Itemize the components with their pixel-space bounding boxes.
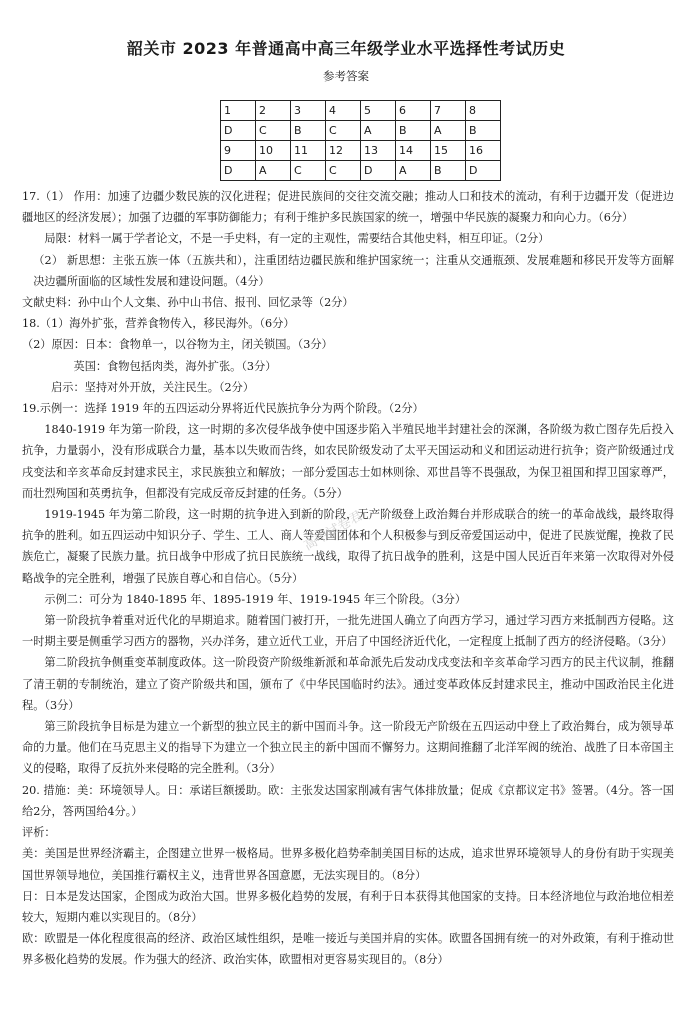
question-number-cell: 10 [256,141,291,161]
answer-paragraph: 1919-1945 年为第二阶段，这一时期的抗争进入到新的阶段，无产阶级登上政治舞台并形成联合的统一的革命战线，最终取得抗争的胜利。如五四运动中知识分子、学生、工人、商人等爱国团体和个人积极参与到反帝爱国运动中，促进了民族觉醒，挽救了民族危亡，凝聚了民族力量。抗日战争中形成了抗日民族统一战线，取得了抗日战争的胜利，这是中国人民近百年来第一次取得对外侵略战争的完全胜利，增强了民族自尊心和自信心。（5分） [22,508,674,585]
question-number-cell: 15 [431,141,466,161]
question-number-cell: 1 [221,101,256,121]
answer-cell: D [466,161,501,181]
answer-cell: B [466,121,501,141]
answer-cell: A [256,161,291,181]
answer-cell: D [361,161,396,181]
answer-paragraph: 文献史料：孙中山个人文集、孙中山书信、报刊、回忆录等（2分） [22,296,354,310]
answer-paragraph: 示例二：可分为 1840-1895 年、1895-1919 年、1919-1945 年三个阶段。（3分） [44,592,467,606]
answer-paragraph: 18.（1）海外扩张，营养食物传入，移民海外。（6分） [22,317,295,331]
answer-cell: A [361,121,396,141]
answer-paragraph: （2） 新思想：主张五族一体（五族共和），注重团结边疆民族和维护国家统一；注重从交通瓶颈、发展难题和移民开发等方面解决边疆所面临的区域性发展和建设问题。（4分） [33,253,674,288]
answer-body [22,186,674,971]
answer-paragraph: 17.（1） 作用：加速了边疆少数民族的汉化进程；促进民族间的交往交流交融；推动人口和技术的流动，有利于边疆开发（促进边疆地区的经济发展）；加强了边疆的军事防御能力；有利于维护多民族国家的统一，增强中华民族的凝聚力和向心力。（6分） [22,190,674,225]
answer-cell: B [291,121,326,141]
question-number-cell: 12 [326,141,361,161]
answer-row [221,161,501,181]
question-number-cell: 13 [361,141,396,161]
answer-paragraph: 启示：坚持对外开放，关注民生。（2分） [51,380,255,394]
answer-cell: D [221,161,256,181]
answer-cell: D [221,121,256,141]
question-number-cell: 7 [431,101,466,121]
answer-paragraph: 日：日本是发达国家，企图成为政治大国。世界多极化趋势的发展，有利于日本获得其他国家的支持。日本经济地位与政治地位相差较大，短期内难以实现目的。（8分） [22,889,674,924]
answer-paragraph: 第三阶段抗争目标是为建立一个新型的独立民主的新中国而斗争。这一阶段无产阶级在五四运动中登上了政治舞台，成为领导革命的力量。他们在马克思主义的指导下为建立一个独立民主的新中国而不懈努力。这期间推翻了北洋军阀的统治、战胜了日本帝国主义的侵略，取得了反抗外来侵略的完全胜利。（3分） [22,720,674,776]
answer-key-table [220,100,501,181]
question-number-cell: 3 [291,101,326,121]
page-title: 韶关市 2023 年普通高中高三年级学业水平选择性考试历史 [126,39,566,58]
question-number-row [221,101,501,121]
answer-paragraph: 美：美国是世界经济霸主，企图建立世界一极格局。世界多极化趋势牵制美国目标的达成，追求世界环境领导人的身份有助于实现美国世界领导地位，美国推行霸权主义，违背世界各国意愿，无法实现目的。（8分） [22,847,674,882]
answer-cell: B [431,161,466,181]
answer-paragraph: 19.示例一：选择 1919 年的五四运动分界将近代民族抗争分为两个阶段。（2分） [22,402,424,416]
page-subtitle: 参考答案 [323,69,369,83]
answer-paragraph: 局限：材料一属于学者论文，不是一手史料，有一定的主观性，需要结合其他史料，相互印证。（2分） [44,232,550,246]
answer-paragraph: 1840-1919 年为第一阶段，这一时期的多次侵华战争使中国逐步陷入半殖民地半封建社会的深渊，各阶级为救亡图存先后投入抗争，力量弱小，没有形成联合力量，基本以失败而告终，如农民阶级发动了太平天国运动和义和团运动进行抗争；资产阶级通过戊戌变法和辛亥革命反封建求民主，求民族独立和解放；一部分爱国志士如林则徐、邓世昌等不畏强敌，为保卫祖国和捍卫国家尊严，而壮烈殉国和英勇抗争，但都没有完成反帝反封建的任务。（5分） [22,423,674,500]
question-number-cell: 11 [291,141,326,161]
question-number-cell: 5 [361,101,396,121]
answer-cell: C [326,161,361,181]
answer-cell: C [326,121,361,141]
question-number-row [221,141,501,161]
question-number-cell: 14 [396,141,431,161]
answer-cell: A [431,121,466,141]
watermark: 高中试卷君 [301,508,366,554]
answer-paragraph: 20. 措施：美：环境领导人。日：承诺巨额援助。欧：主张发达国家削减有害气体排放量；促成《京都议定书》签署。（4分。答一国给2分，答两国给4分。） [22,783,674,818]
question-number-cell: 9 [221,141,256,161]
question-number-cell: 2 [256,101,291,121]
answer-paragraph: 英国：食物包括肉类，海外扩张。（3分） [73,359,277,373]
answer-cell: A [396,161,431,181]
answer-paragraph: 第一阶段抗争着重对近代化的早期追求。随着国门被打开，一批先进国人确立了向西方学习，通过学习西方来抵制西方侵略。这一时期主要是侧重学习西方的器物，兴办洋务，建立近代工业，开启了中国经济近代化，一定程度上抵制了西方的经济侵略。（3分） [22,614,674,649]
answer-cell: C [256,121,291,141]
answer-paragraph: 欧：欧盟是一体化程度很高的经济、政治区域性组织，是唯一接近与美国并肩的实体。欧盟各国拥有统一的对外政策，有利于推动世界多极化趋势的发展。作为强大的经济、政治实体，欧盟相对更容易实现目的。（8分） [22,932,674,967]
question-number-cell: 16 [466,141,501,161]
answer-paragraph: 第二阶段抗争侧重变革制度政体。这一阶段资产阶级维新派和革命派先后发动戊戌变法和辛亥革命学习西方的民主代议制，推翻了清王朝的专制统治，建立了资产阶级共和国，颁布了《中华民国临时约法》。通过变革政体反封建求民主，推动中国政治民主化进程。（3分） [22,656,674,712]
answer-paragraph: 评析： [22,826,56,840]
answer-cell: B [396,121,431,141]
answer-cell: C [291,161,326,181]
question-number-cell: 8 [466,101,501,121]
answer-row [221,121,501,141]
question-number-cell: 6 [396,101,431,121]
answer-paragraph: （2）原因：日本：食物单一，以谷物为主，闭关锁国。（3分） [22,338,333,352]
question-number-cell: 4 [326,101,361,121]
